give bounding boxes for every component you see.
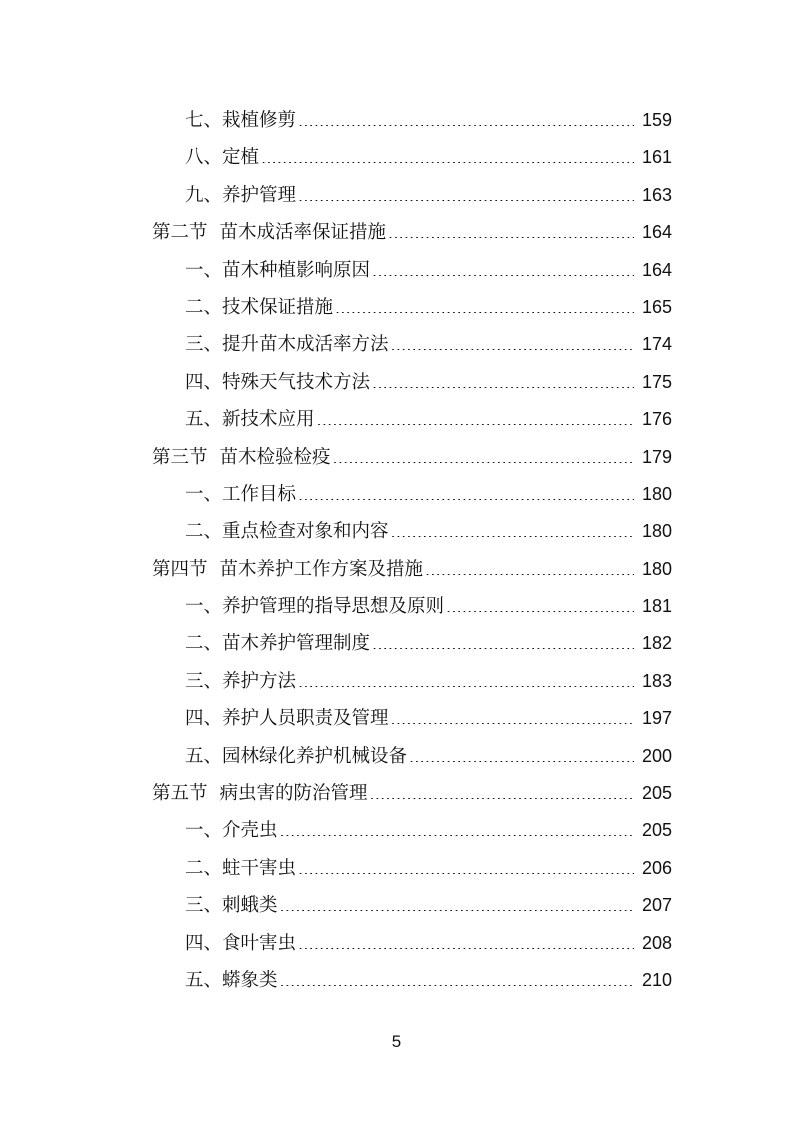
toc-entry-number: 九、 xyxy=(185,184,223,206)
toc-entry-label xyxy=(185,513,389,550)
toc-item-row[interactable] xyxy=(0,925,793,962)
toc-entry-number: 二、 xyxy=(185,521,223,543)
toc-item-row[interactable] xyxy=(0,625,793,662)
toc-item-row[interactable] xyxy=(0,588,793,625)
toc-entry-number: 八、 xyxy=(185,147,223,169)
toc-item-row[interactable] xyxy=(0,289,793,326)
dot-leader xyxy=(261,162,634,163)
toc-entry-page: 206 xyxy=(641,857,672,878)
toc-item-row[interactable] xyxy=(0,139,793,176)
toc-item-row[interactable] xyxy=(0,700,793,737)
toc-entry-label xyxy=(185,625,370,662)
toc-entry-label xyxy=(185,364,370,401)
toc-entry-number: 一、 xyxy=(185,596,223,618)
toc-item-row[interactable] xyxy=(0,962,793,999)
toc-entry-number: 第四节 xyxy=(152,558,208,580)
toc-item-row[interactable] xyxy=(0,738,793,775)
toc-entry-number: 二、 xyxy=(185,633,223,655)
toc-entry-label xyxy=(152,439,331,476)
dot-leader xyxy=(280,835,634,836)
toc-entry-page: 175 xyxy=(641,371,672,392)
toc-entry-label xyxy=(185,962,278,999)
toc-entry-page: 207 xyxy=(641,895,672,916)
toc-entry-label xyxy=(185,139,259,176)
toc-entry-label xyxy=(185,476,296,513)
toc-entry-label xyxy=(152,551,423,588)
toc-entry-title: 重点检查对象和内容 xyxy=(222,521,389,543)
toc-entry-title: 苗木养护管理制度 xyxy=(222,633,371,655)
toc-item-row[interactable] xyxy=(0,513,793,550)
toc-entry-title: 定植 xyxy=(222,147,260,169)
toc-entry-number: 一、 xyxy=(185,259,223,281)
toc-entry-title: 刺蛾类 xyxy=(222,895,278,917)
toc-entry-title: 养护管理的指导思想及原则 xyxy=(222,596,445,618)
toc-entry-label xyxy=(185,738,407,775)
toc-entry-number: 一、 xyxy=(185,483,223,505)
toc-entry-title: 食叶害虫 xyxy=(222,932,297,954)
toc-entry-title: 养护管理 xyxy=(222,184,297,206)
toc-entry-number: 四、 xyxy=(185,932,223,954)
toc-entry-page: 165 xyxy=(641,296,672,317)
dot-leader xyxy=(370,798,634,799)
toc-item-row[interactable] xyxy=(0,177,793,214)
toc-item-row[interactable] xyxy=(0,326,793,363)
toc-entry-label xyxy=(185,289,333,326)
toc-entry-label xyxy=(152,214,386,251)
toc-section-row[interactable] xyxy=(0,551,793,588)
toc-entry-title: 养护方法 xyxy=(222,670,297,692)
toc-section-row[interactable] xyxy=(0,439,793,476)
toc-entry-title: 苗木种植影响原因 xyxy=(222,259,371,281)
dot-leader xyxy=(388,237,634,238)
toc-entry-label xyxy=(185,102,296,139)
toc-entry-page: 208 xyxy=(641,932,672,953)
toc-entry-number: 五、 xyxy=(185,409,223,431)
dot-leader xyxy=(425,574,634,575)
toc-entry-number: 第五节 xyxy=(152,783,208,805)
toc-entry-title: 苗木检验检疫 xyxy=(219,446,331,468)
toc-item-row[interactable] xyxy=(0,401,793,438)
toc-item-row[interactable] xyxy=(0,887,793,924)
toc-entry-page: 205 xyxy=(641,820,672,841)
toc-entry-title: 养护人员职责及管理 xyxy=(222,708,389,730)
toc-entry-label xyxy=(185,663,296,700)
dot-leader xyxy=(391,349,634,350)
toc-entry-label xyxy=(185,252,370,289)
dot-leader xyxy=(298,686,634,687)
toc-entry-page: 210 xyxy=(641,969,672,990)
toc-list xyxy=(0,102,793,999)
toc-entry-label xyxy=(185,401,315,438)
toc-entry-page: 183 xyxy=(641,670,672,691)
toc-entry-page: 164 xyxy=(641,259,672,280)
dot-leader xyxy=(317,424,634,425)
toc-entry-title: 特殊天气技术方法 xyxy=(222,371,371,393)
toc-entry-title: 病虫害的防治管理 xyxy=(219,783,368,805)
dot-leader xyxy=(333,462,634,463)
toc-entry-number: 第三节 xyxy=(152,446,208,468)
toc-entry-label xyxy=(185,887,278,924)
toc-entry-number: 四、 xyxy=(185,371,223,393)
toc-entry-page: 161 xyxy=(641,147,672,168)
dot-leader xyxy=(372,275,634,276)
toc-entry-page: 180 xyxy=(641,558,672,579)
toc-entry-number: 七、 xyxy=(185,110,223,131)
toc-entry-page: 200 xyxy=(641,745,672,766)
toc-entry-page: 179 xyxy=(641,446,672,467)
toc-entry-page: 164 xyxy=(641,222,672,243)
dot-leader xyxy=(280,910,634,911)
dot-leader xyxy=(391,536,634,537)
toc-entry-page: 163 xyxy=(641,184,672,205)
table-of-contents xyxy=(0,102,793,999)
toc-entry-title: 蛀干害虫 xyxy=(222,857,297,879)
toc-entry-label xyxy=(185,925,296,962)
toc-entry-page: 176 xyxy=(641,409,672,430)
toc-entry-number: 三、 xyxy=(185,895,223,917)
toc-item-row[interactable] xyxy=(0,663,793,700)
toc-entry-title: 苗木成活率保证措施 xyxy=(219,222,387,244)
toc-entry-number: 三、 xyxy=(185,334,223,356)
toc-entry-page: 205 xyxy=(641,783,672,804)
dot-leader xyxy=(446,611,634,612)
toc-entry-title: 园林绿化养护机械设备 xyxy=(222,745,408,767)
toc-entry-number: 四、 xyxy=(185,708,223,730)
toc-entry-title: 工作目标 xyxy=(222,483,297,505)
toc-entry-number: 第二节 xyxy=(152,222,208,244)
toc-item-row[interactable] xyxy=(0,102,793,139)
toc-section-row[interactable] xyxy=(0,775,793,812)
dot-leader xyxy=(372,387,634,388)
toc-entry-title: 蟒象类 xyxy=(222,969,278,991)
toc-entry-number: 三、 xyxy=(185,670,223,692)
dot-leader xyxy=(280,985,634,986)
dot-leader xyxy=(298,125,634,126)
toc-entry-title: 提升苗木成活率方法 xyxy=(222,334,389,356)
toc-entry-page: 159 xyxy=(641,110,672,130)
toc-entry-number: 五、 xyxy=(185,745,223,767)
toc-item-row[interactable] xyxy=(0,252,793,289)
toc-entry-title: 苗木养护工作方案及措施 xyxy=(219,558,424,580)
dot-leader xyxy=(298,200,634,201)
toc-item-row[interactable] xyxy=(0,476,793,513)
toc-entry-page: 182 xyxy=(641,633,672,654)
toc-entry-label xyxy=(152,775,368,812)
toc-entry-title: 栽植修剪 xyxy=(222,110,297,131)
dot-leader xyxy=(335,312,634,313)
toc-entry-number: 二、 xyxy=(185,857,223,879)
toc-item-row[interactable] xyxy=(0,364,793,401)
toc-item-row[interactable] xyxy=(0,812,793,849)
dot-leader xyxy=(391,723,634,724)
toc-entry-page: 181 xyxy=(641,596,672,617)
toc-entry-title: 新技术应用 xyxy=(222,409,315,431)
toc-entry-page: 180 xyxy=(641,483,672,504)
toc-entry-title: 技术保证措施 xyxy=(222,296,334,318)
toc-entry-number: 二、 xyxy=(185,296,223,318)
toc-entry-number: 一、 xyxy=(185,820,223,842)
dot-leader xyxy=(298,948,634,949)
dot-leader xyxy=(298,873,634,874)
toc-entry-title: 介壳虫 xyxy=(222,820,278,842)
toc-entry-label xyxy=(185,812,278,849)
toc-entry-page: 180 xyxy=(641,521,672,542)
toc-entry-page: 174 xyxy=(641,334,672,355)
toc-item-row[interactable] xyxy=(0,850,793,887)
dot-leader xyxy=(409,761,634,762)
dot-leader xyxy=(372,648,634,649)
toc-entry-label xyxy=(185,700,389,737)
toc-section-row[interactable] xyxy=(0,214,793,251)
toc-entry-label xyxy=(185,326,389,363)
dot-leader xyxy=(298,499,634,500)
toc-entry-number: 五、 xyxy=(185,969,223,991)
toc-entry-label xyxy=(185,177,296,214)
toc-entry-label xyxy=(185,588,444,625)
toc-entry-label xyxy=(185,850,296,887)
page-number: 5 xyxy=(391,1032,402,1051)
toc-entry-page: 197 xyxy=(641,708,672,729)
